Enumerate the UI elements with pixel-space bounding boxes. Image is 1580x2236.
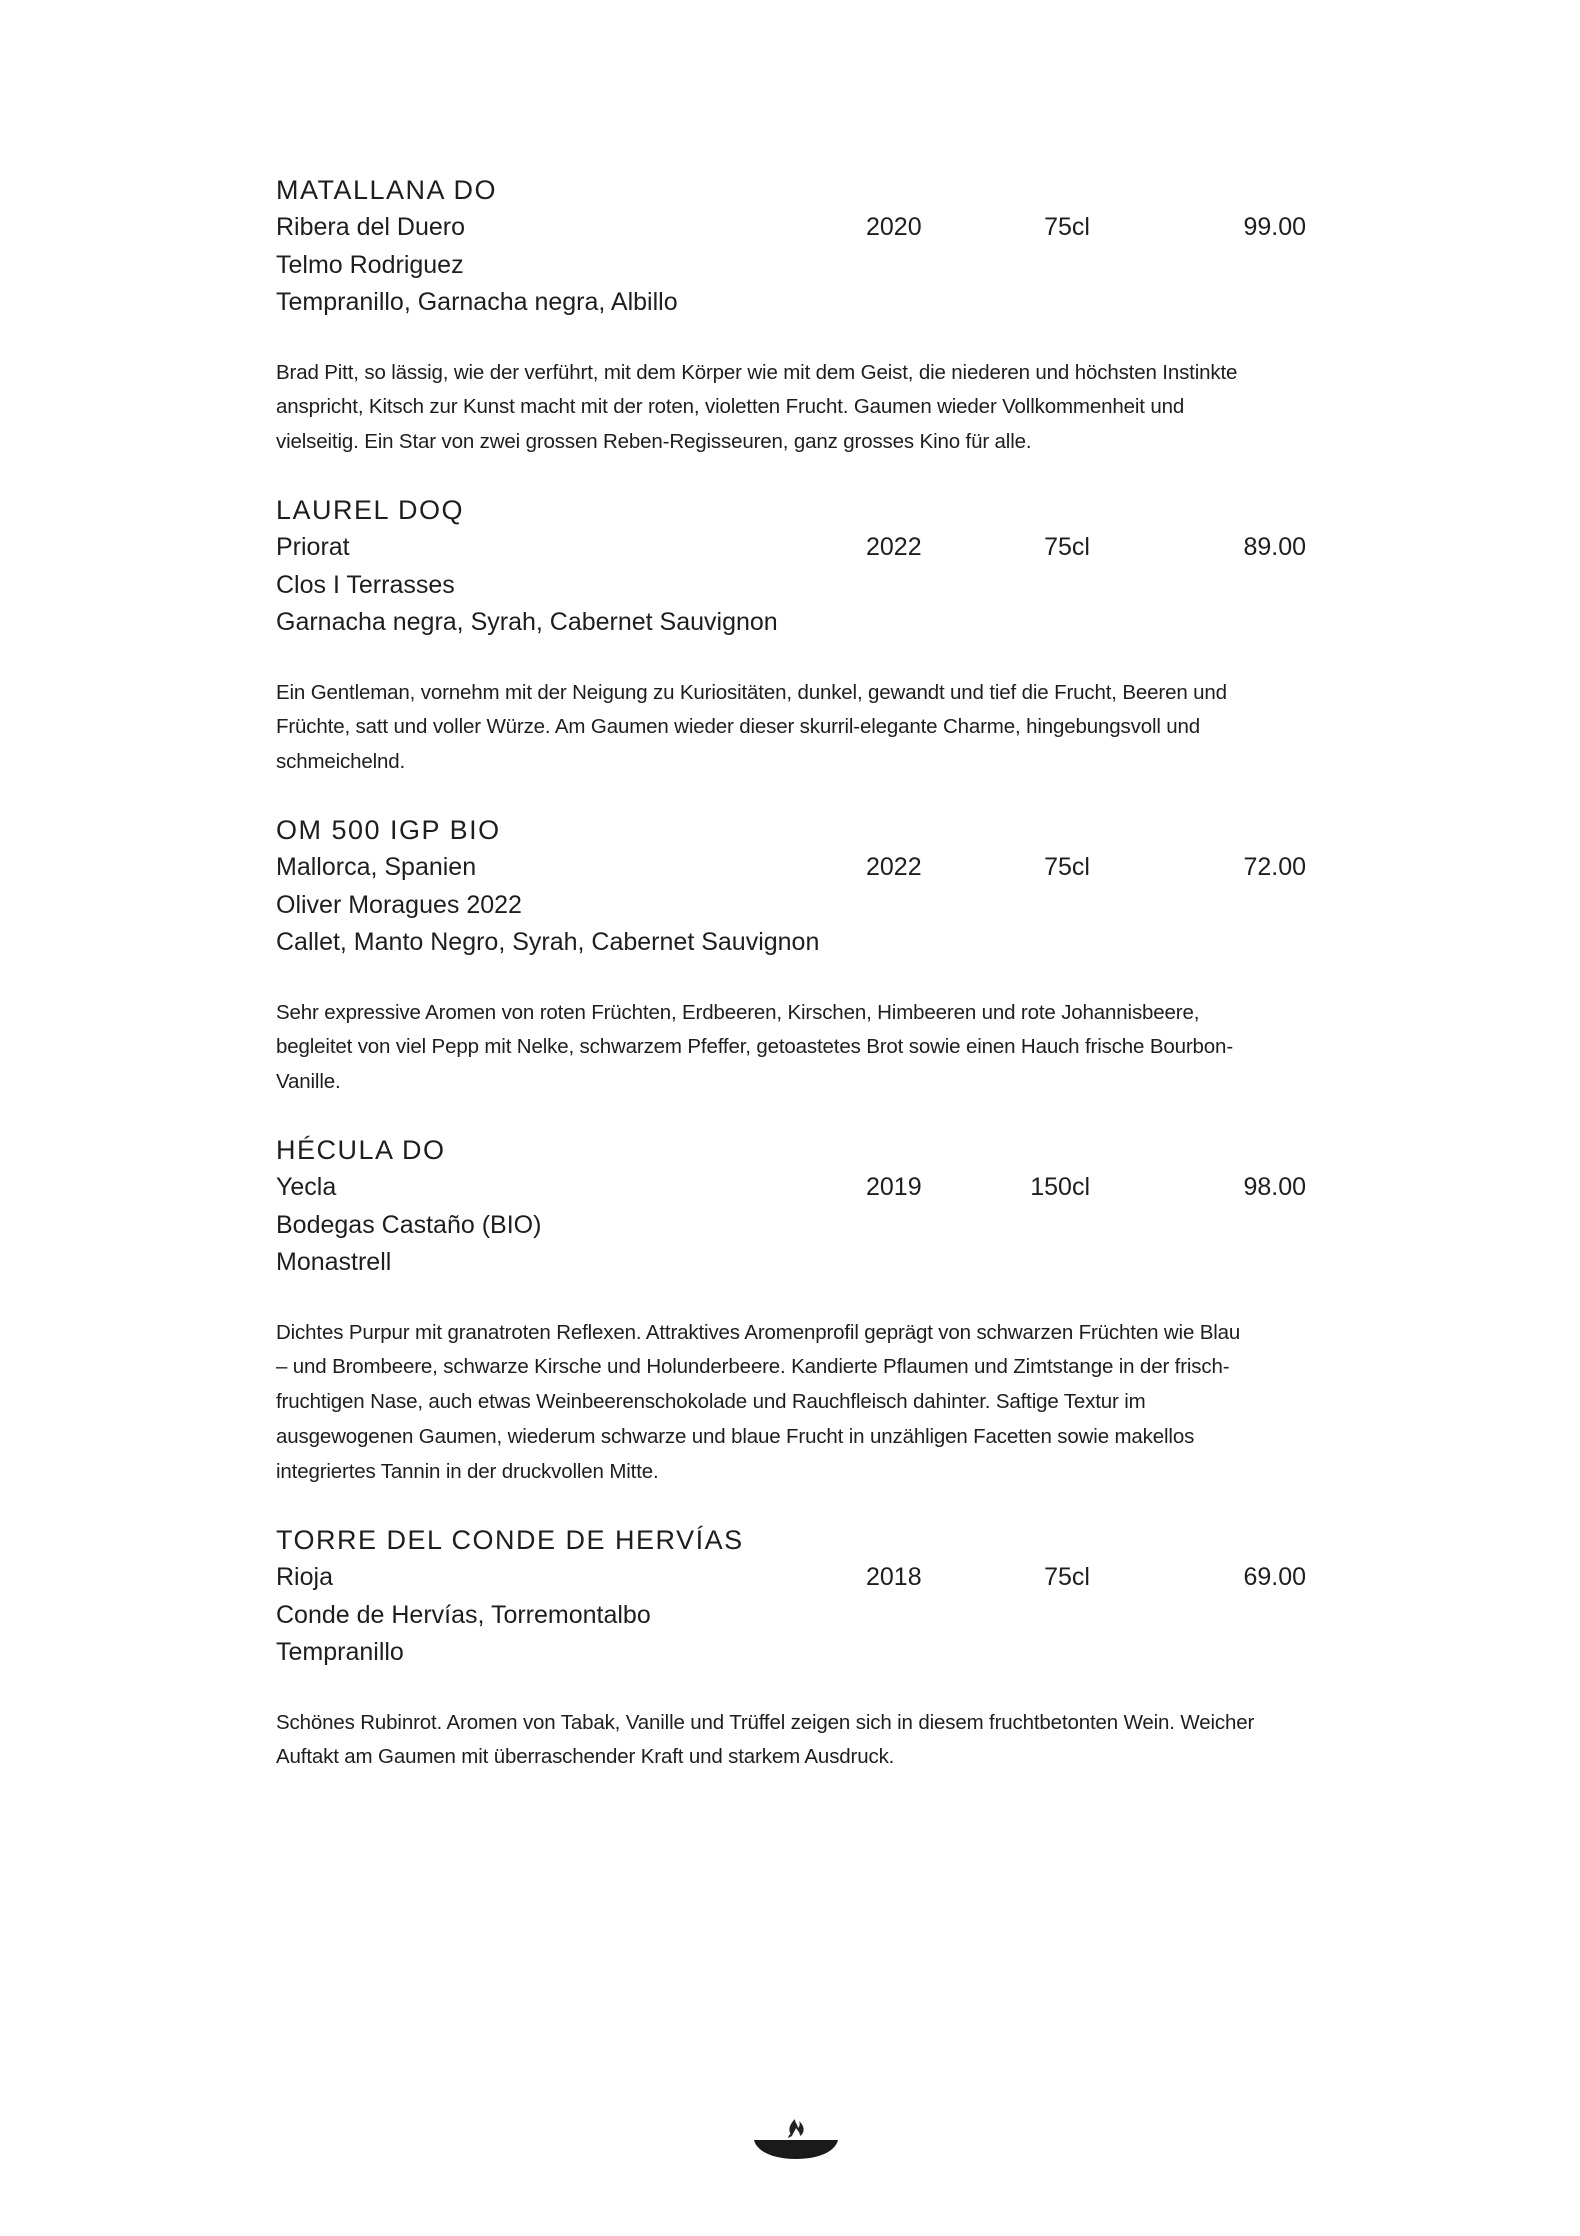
wine-entry <box>276 1521 1306 1775</box>
wine-description <box>276 356 1316 460</box>
desc-line: Ein Gentleman, vornehm mit der Neigung zu Kuriositäten, dunkel, gewandt und tief die Frucht, Beeren und <box>276 680 1227 704</box>
desc-line: Sehr expressive Aromen von roten Früchten, Erdbeeren, Kirschen, Himbeeren und rote Johannisbeere, <box>276 1000 1200 1024</box>
wine-region: Ribera del Duero <box>276 213 465 241</box>
wine-year: 2022 <box>866 853 922 881</box>
wine-price: 72.00 <box>1243 853 1306 881</box>
wine-region: Mallorca, Spanien <box>276 853 477 881</box>
wine-size: 75cl <box>1044 1563 1090 1591</box>
flame-bowl-icon <box>752 2112 840 2162</box>
wine-year: 2019 <box>866 1173 922 1201</box>
wine-name: TORRE DEL CONDE DE HERVÍAS <box>276 1525 744 1555</box>
wine-grapes: Garnacha negra, Syrah, Cabernet Sauvignon <box>276 608 778 636</box>
desc-line: schmeichelnd. <box>276 750 406 774</box>
desc-line: begleitet von viel Pepp mit Nelke, schwarzem Pfeffer, getoastetes Brot sowie einen Hauch frische Bourbon- <box>276 1035 1233 1059</box>
desc-line: Brad Pitt, so lässig, wie der verführt, mit dem Körper wie mit dem Geist, die niederen und höchsten Instinkte <box>276 360 1238 384</box>
desc-line: Vanille. <box>276 1070 341 1094</box>
wine-info-row <box>276 849 1306 887</box>
wine-region: Yecla <box>276 1173 337 1201</box>
wine-entry <box>276 171 1306 460</box>
wine-region: Rioja <box>276 1563 333 1591</box>
wine-size: 150cl <box>1030 1173 1090 1201</box>
wine-price: 98.00 <box>1243 1173 1306 1201</box>
desc-line: fruchtigen Nase, auch etwas Weinbeerenschokolade und Rauchfleisch dahinter. Saftige Textur im <box>276 1390 1146 1414</box>
desc-line: Auftakt am Gaumen mit überraschender Kraft und starkem Ausdruck. <box>276 1745 895 1769</box>
desc-line: anspricht, Kitsch zur Kunst macht mit der roten, violetten Frucht. Gaumen wieder Vollkommenheit und <box>276 395 1185 419</box>
desc-line: ausgewogenen Gaumen, wiederum schwarze und blaue Frucht in unzähligen Facetten sowie makellos <box>276 1424 1195 1448</box>
wine-name: MATALLANA DO <box>276 175 498 205</box>
wine-description <box>276 676 1316 780</box>
wine-grapes: Tempranillo, Garnacha negra, Albillo <box>276 288 678 316</box>
desc-line: Dichtes Purpur mit granatroten Reflexen. Attraktives Aromenprofil geprägt von schwarzen Früchten wie Blau <box>276 1320 1241 1344</box>
wine-producer: Oliver Moragues 2022 <box>276 890 522 919</box>
wine-info-row <box>276 1169 1306 1207</box>
desc-line: vielseitig. Ein Star von zwei grossen Reben-Regisseuren, ganz grosses Kino für alle. <box>276 430 1032 454</box>
wine-producer: Telmo Rodriguez <box>276 250 464 279</box>
wine-name: LAUREL DOQ <box>276 495 465 525</box>
wine-size: 75cl <box>1044 533 1090 561</box>
wine-info-row <box>276 1559 1306 1597</box>
wine-grapes: Tempranillo <box>276 1638 404 1666</box>
wine-grapes: Monastrell <box>276 1248 392 1276</box>
wine-producer: Bodegas Castaño (BIO) <box>276 1210 542 1239</box>
wine-price: 89.00 <box>1243 533 1306 561</box>
desc-line: integriertes Tannin in der druckvollen Mitte. <box>276 1459 659 1483</box>
wine-price: 99.00 <box>1243 213 1306 241</box>
wine-year: 2018 <box>866 1563 922 1591</box>
wine-producer: Conde de Hervías, Torremontalbo <box>276 1600 651 1629</box>
wine-description <box>276 1316 1316 1490</box>
wine-description <box>276 996 1316 1100</box>
wine-info-row <box>276 529 1306 567</box>
wine-grapes: Callet, Manto Negro, Syrah, Cabernet Sauvignon <box>276 928 820 956</box>
desc-line: Früchte, satt und voller Würze. Am Gaumen wieder dieser skurril-elegante Charme, hingebungsvoll und <box>276 715 1201 739</box>
wine-region: Priorat <box>276 533 350 561</box>
desc-line: – und Brombeere, schwarze Kirsche und Holunderbeere. Kandierte Pflaumen und Zimtstange in der frisch- <box>276 1355 1230 1379</box>
wine-price: 69.00 <box>1243 1563 1306 1591</box>
wine-description <box>276 1706 1316 1776</box>
wine-entry <box>276 1131 1306 1489</box>
wine-info-row <box>276 209 1306 247</box>
wine-size: 75cl <box>1044 853 1090 881</box>
wine-entry <box>276 491 1306 780</box>
wine-producer: Clos I Terrasses <box>276 570 455 599</box>
wine-year: 2022 <box>866 533 922 561</box>
desc-line: Schönes Rubinrot. Aromen von Tabak, Vanille und Trüffel zeigen sich in diesem fruchtbetonten Wein. Weicher <box>276 1710 1255 1734</box>
wine-name: OM 500 IGP BIO <box>276 815 501 845</box>
wine-entry <box>276 811 1306 1100</box>
wine-year: 2020 <box>866 213 922 241</box>
wine-name: HÉCULA DO <box>276 1135 446 1165</box>
wine-size: 75cl <box>1044 213 1090 241</box>
